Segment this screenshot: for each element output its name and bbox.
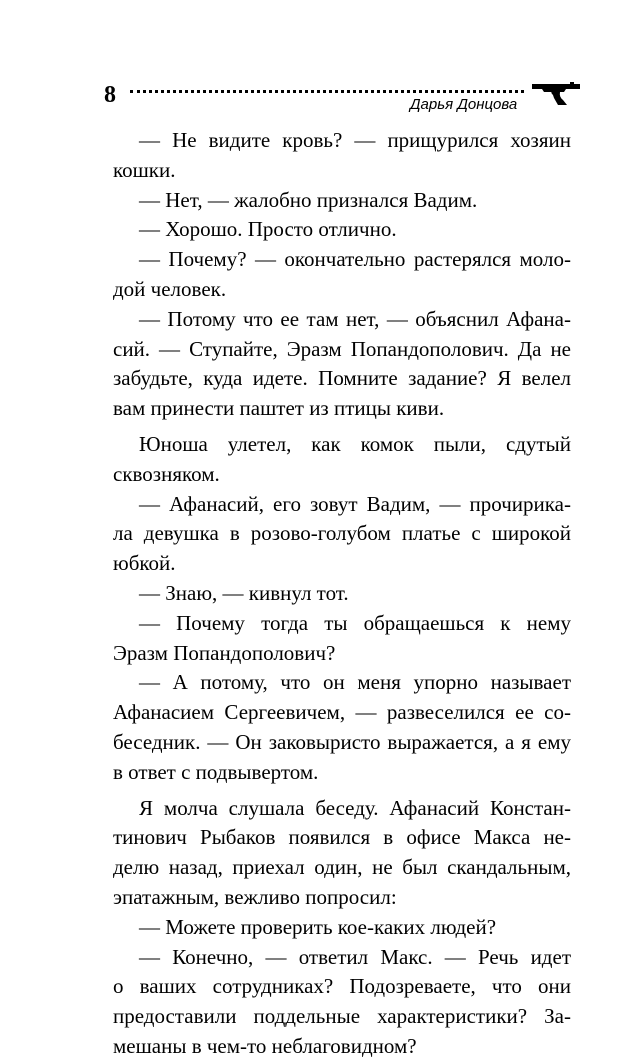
text-line: — Можете проверить кое-каких людей? — [139, 914, 497, 939]
text-line: — Почему? — окончательно растерялся моло- — [139, 247, 571, 272]
text-line: мешаны в чем-то неблаговидном? — [113, 1033, 417, 1058]
body-text — [113, 126, 571, 1062]
paragraph — [113, 186, 571, 216]
text-line: Я молча слушала беседу. Афанасий Констан- — [139, 795, 571, 820]
text-line: — Знаю, — кивнул тот. — [139, 580, 349, 605]
dotted-rule — [130, 90, 524, 93]
paragraph — [113, 245, 571, 305]
text-line: забудьте, куда идете. Помните задание? Я велел — [113, 366, 571, 391]
text-line: делю назад, приехал один, не был скандальным, — [113, 855, 571, 880]
text-line: сий. — Ступайте, Эразм Попандополович. Да не — [113, 336, 571, 361]
text-line: — Афанасий, его зовут Вадим, — прочирика- — [139, 491, 571, 516]
text-line: вам принести паштет из птицы киви. — [113, 396, 445, 421]
text-line: — Хорошо. Просто отлично. — [139, 217, 397, 242]
text-line: — Нет, — жалобно признался Вадим. — [139, 187, 478, 212]
text-line: тинович Рыбаков появился в офисе Макса не- — [113, 825, 571, 850]
text-line: — А потому, что он меня упорно называет — [139, 670, 571, 695]
text-line: Юноша улетел, как комок пыли, сдутый — [139, 431, 571, 456]
text-line: юбкой. — [113, 551, 176, 576]
revolver-icon — [530, 80, 582, 106]
page-number: 8 — [104, 82, 116, 108]
paragraph — [113, 305, 571, 424]
paragraph — [113, 794, 571, 913]
text-line: — Потому что ее там нет, — объяснил Афана- — [139, 306, 571, 331]
author-name: Дарья Донцова — [410, 96, 518, 113]
paragraph — [113, 913, 571, 943]
paragraph — [113, 609, 571, 669]
text-line: сквозняком. — [113, 461, 220, 486]
text-line: предоставили поддельные характеристики? За- — [113, 1004, 571, 1029]
text-line: Афанасием Сергеевичем, — развеселился ее со- — [113, 700, 571, 725]
text-line: — Почему тогда ты обращаешься к нему — [139, 610, 571, 635]
paragraph — [113, 430, 571, 490]
text-line: ла девушка в розово-голубом платье с широкой — [113, 521, 571, 546]
text-line: Эразм Попандополович? — [113, 640, 336, 665]
paragraph — [113, 126, 571, 186]
text-line: беседник. — Он заковыристо выражается, а я ему — [113, 729, 571, 754]
text-line: дой человек. — [113, 276, 227, 301]
text-line: — Конечно, — ответил Макс. — Речь идет — [139, 944, 571, 969]
text-line: кошки. — [113, 157, 176, 182]
text-line: — Не видите кровь? — прищурился хозяин — [139, 128, 571, 152]
running-header — [104, 80, 584, 120]
paragraph — [113, 943, 571, 1062]
paragraph — [113, 668, 571, 787]
paragraph — [113, 490, 571, 579]
paragraph — [113, 215, 571, 245]
text-line: о ваших сотрудниках? Подозреваете, что они — [113, 974, 571, 999]
text-line: эпатажным, вежливо попросил: — [113, 884, 397, 909]
text-line: в ответ с подвывертом. — [113, 759, 319, 784]
paragraph — [113, 579, 571, 609]
